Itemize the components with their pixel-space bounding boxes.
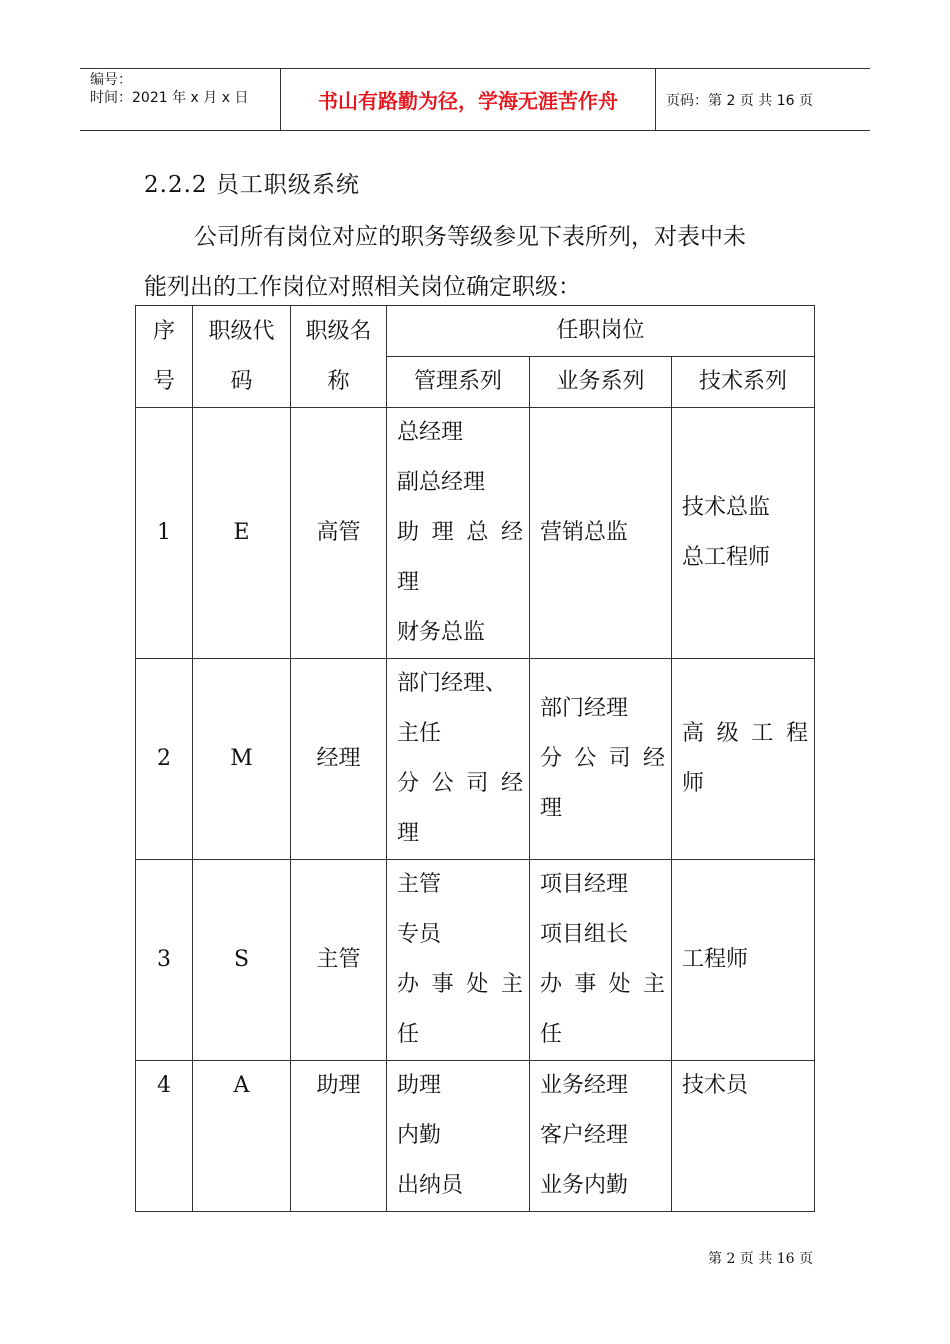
- job-level-table: [135, 305, 815, 1212]
- table-row: [136, 659, 815, 860]
- table-row: [136, 860, 815, 1061]
- row-code: A: [193, 1061, 291, 1212]
- row-tech: 高 级 工 程 师: [672, 659, 815, 860]
- intro-line-1: 公司所有岗位对应的职务等级参见下表所列，对表中未: [194, 224, 746, 250]
- intro-paragraph: [144, 212, 834, 312]
- row-seq: 1: [136, 408, 193, 659]
- row-seq: 2: [136, 659, 193, 860]
- header-name: 职级名 称: [291, 306, 387, 408]
- row-seq: 3: [136, 860, 193, 1061]
- header-mgmt: 管理系列: [387, 357, 530, 408]
- row-mgmt: 部门经理、 主任 分 公 司 经 理: [387, 659, 530, 860]
- header-number-label: 编号：: [90, 72, 132, 88]
- row-tech: 工程师: [672, 860, 815, 1061]
- section-title: 2.2.2 员工职级系统: [144, 172, 360, 198]
- row-code: E: [193, 408, 291, 659]
- page-header: [80, 68, 870, 131]
- row-biz: 项目经理 项目组长 办 事 处 主 任: [530, 860, 672, 1061]
- row-tech: 技术员: [672, 1061, 815, 1212]
- row-mgmt: 主管 专员 办 事 处 主 任: [387, 860, 530, 1061]
- row-seq: 4: [136, 1061, 193, 1212]
- row-mgmt: 总经理 副总经理 助 理 总 经 理 财务总监: [387, 408, 530, 659]
- header-meta: [80, 69, 281, 130]
- row-biz: 业务经理 客户经理 业务内勤: [530, 1061, 672, 1212]
- row-tech: 技术总监 总工程师: [672, 408, 815, 659]
- row-mgmt: 助理 内勤 出纳员: [387, 1061, 530, 1212]
- row-name: 经理: [291, 659, 387, 860]
- row-name: 高管: [291, 408, 387, 659]
- header-code: 职级代 码: [193, 306, 291, 408]
- header-motto: 书山有路勤为径，学海无涯苦作舟: [281, 69, 656, 130]
- header-tech: 技术系列: [672, 357, 815, 408]
- intro-line-2: 能列出的工作岗位对照相关岗位确定职级：: [144, 274, 581, 300]
- header-time-label: 时间：2021 年 x 月 x 日: [90, 90, 249, 106]
- header-biz: 业务系列: [530, 357, 672, 408]
- header-seq: 序 号: [136, 306, 193, 408]
- header-page-label: 页码：第 2 页 共 16 页: [666, 92, 813, 109]
- page-footer: 第 2 页 共 16 页: [708, 1251, 813, 1267]
- row-biz: 部门经理 分 公 司 经 理: [530, 659, 672, 860]
- row-name: 主管: [291, 860, 387, 1061]
- table-row: [136, 408, 815, 659]
- row-biz: 营销总监: [530, 408, 672, 659]
- row-name: 助理: [291, 1061, 387, 1212]
- row-code: S: [193, 860, 291, 1061]
- header-positions: 任职岗位: [387, 306, 815, 357]
- row-code: M: [193, 659, 291, 860]
- table-row: [136, 1061, 815, 1212]
